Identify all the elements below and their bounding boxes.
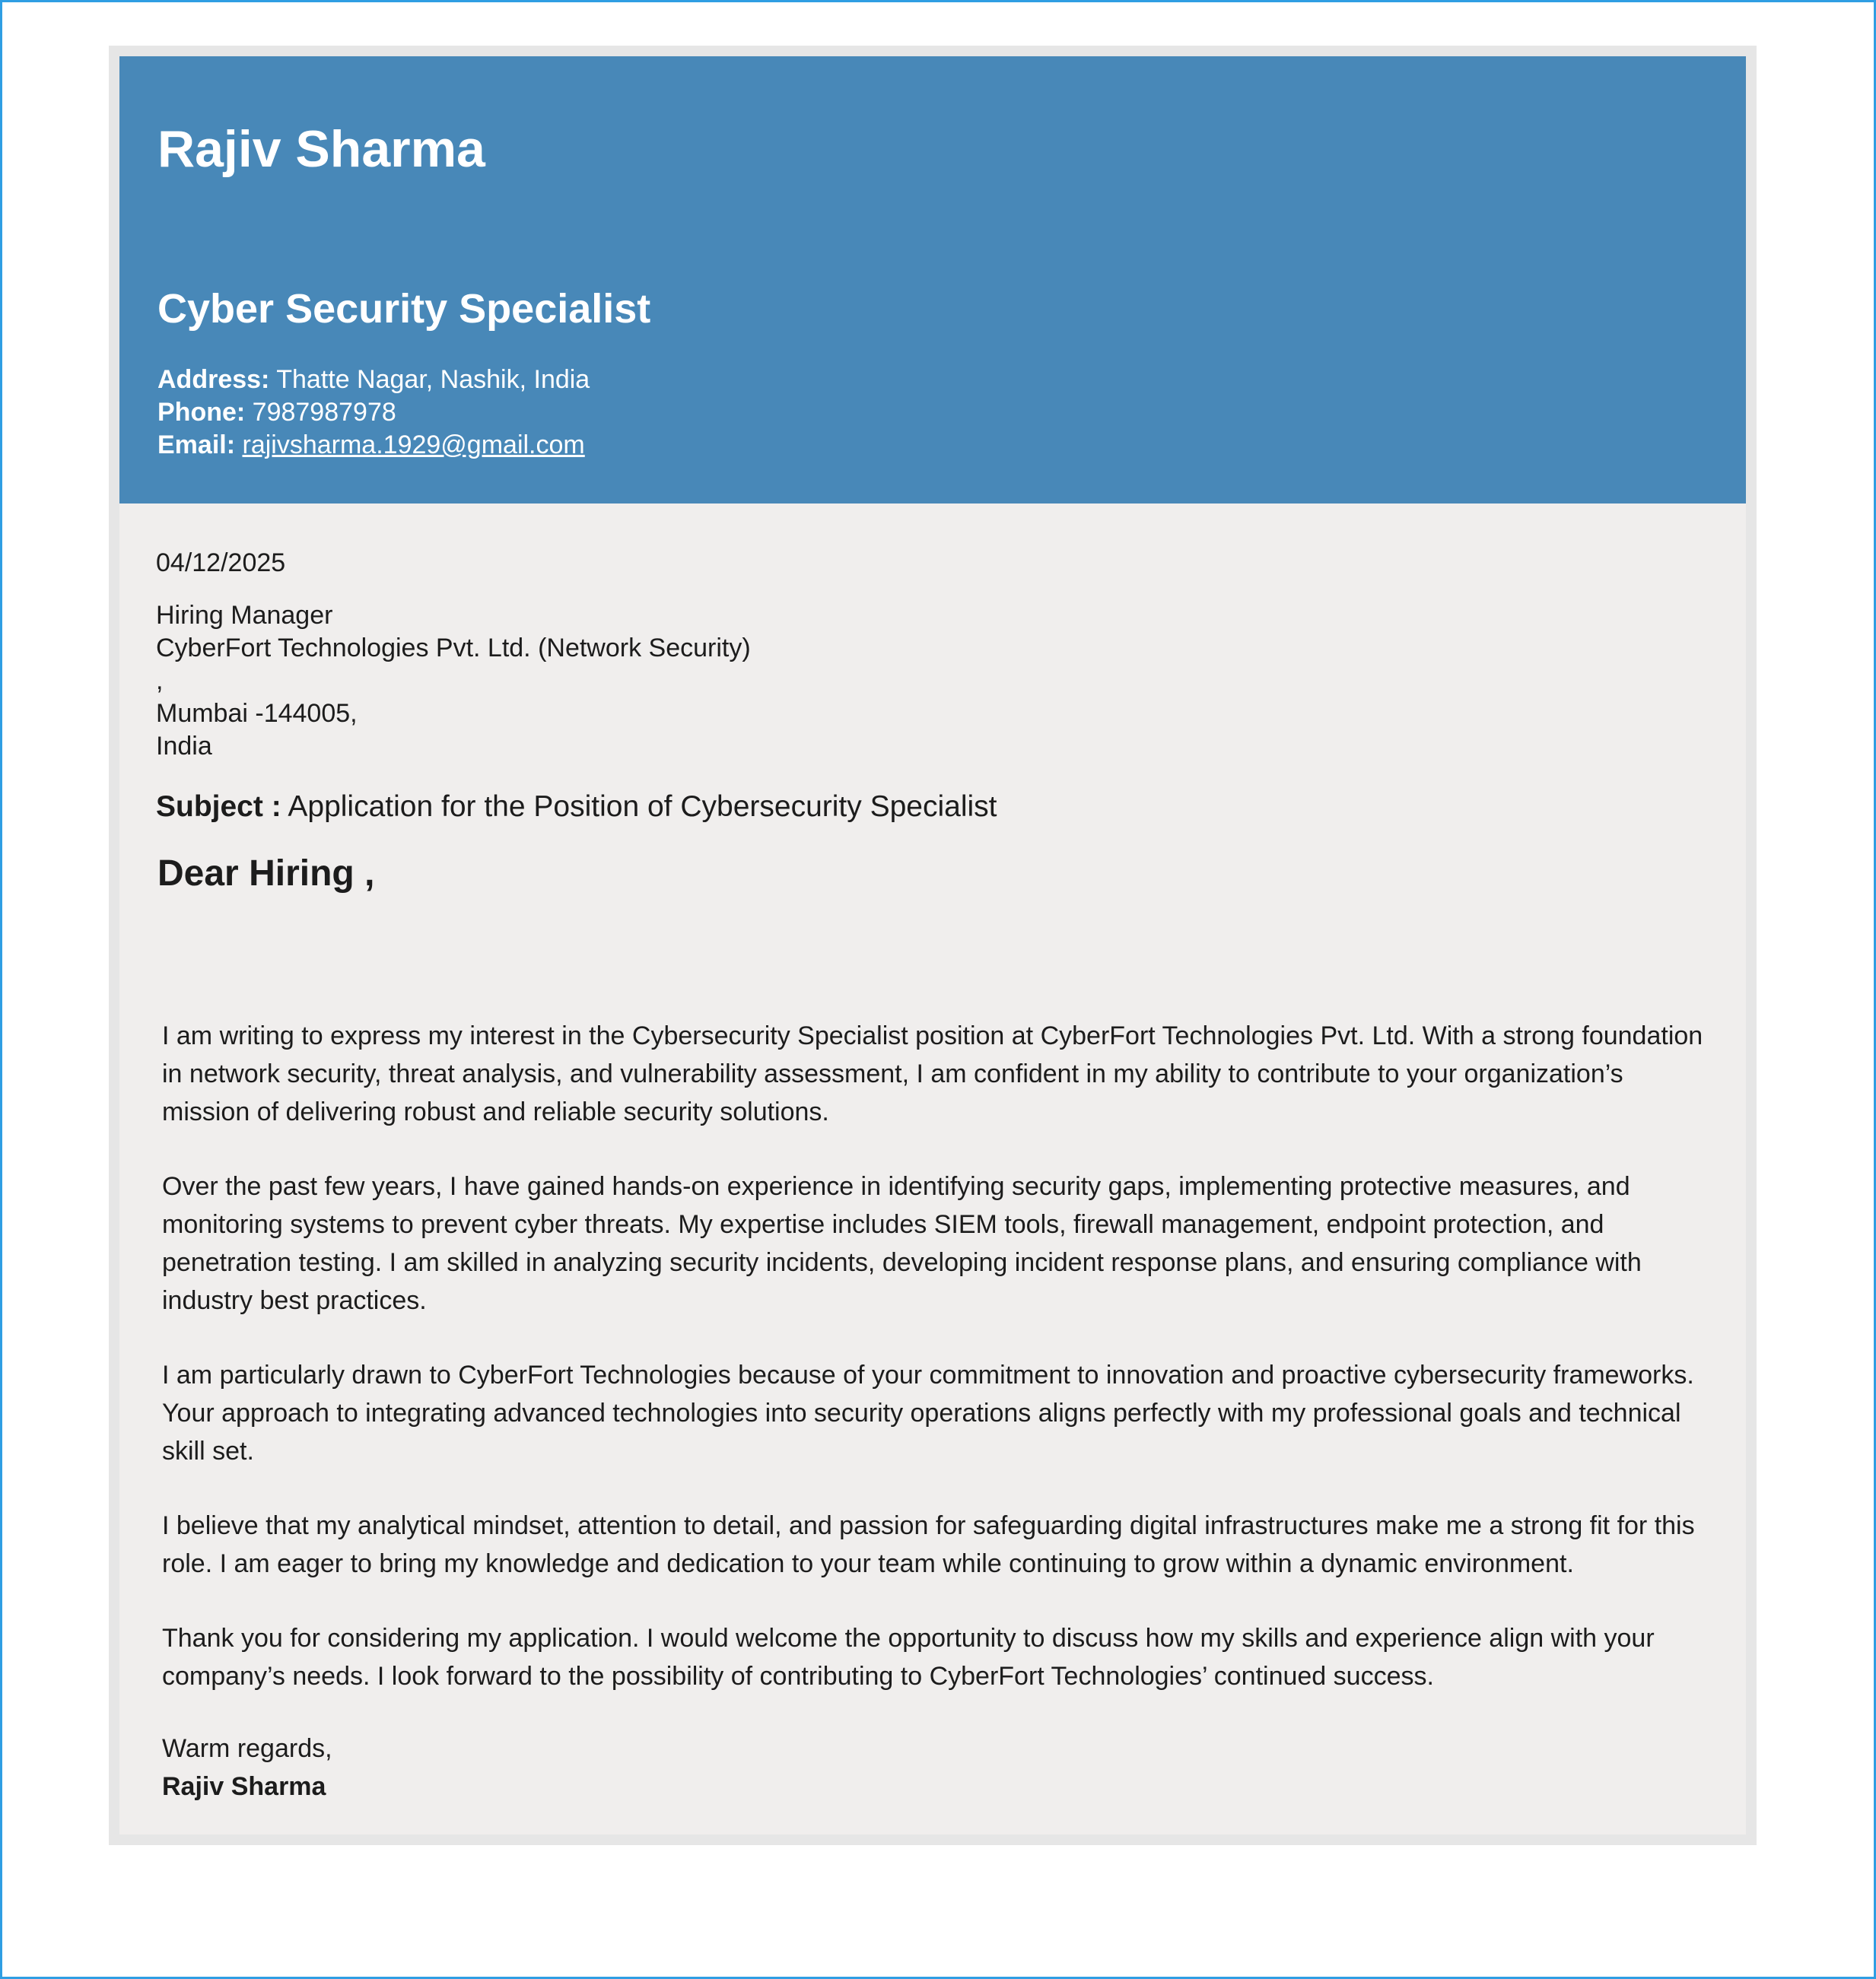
recipient-company: CyberFort Technologies Pvt. Ltd. (Network Security) [156,634,751,662]
email-row [157,429,590,462]
subject-text: Application for the Position of Cybersecurity Specialist [288,790,997,823]
signer-name: Rajiv Sharma [162,1772,326,1801]
phone-value: 7987987978 [252,398,396,427]
paragraph: I am writing to express my interest in the Cybersecurity Specialist position at CyberFort Technologies Pvt. Ltd. With a strong foundation in network security, threat analysis, and vulnerability assessment, I am confident in my ability to contribute to your organization’s mission of delivering robust and reliable security solutions. [162,1021,1703,1126]
recipient-city: Mumbai -144005, [156,699,358,728]
address-row [157,364,590,396]
address-value: Thatte Nagar, Nashik, India [276,365,590,394]
closing-text: Warm regards, [162,1734,332,1763]
closing-block [162,1730,332,1806]
recipient-role: Hiring Manager [156,601,333,630]
applicant-name: Rajiv Sharma [157,120,485,178]
recipient-block [156,599,751,763]
paragraph: Thank you for considering my application. I would welcome the opportunity to discuss how my skills and experience align with your company’s needs. I look forward to the possibility of contributing to CyberFort Technologies’ continued success. [162,1624,1655,1691]
subject-line [156,789,997,824]
letter-paragraphs [162,1017,1714,1732]
email-label: Email: [157,430,236,459]
recipient-country: India [156,732,212,761]
applicant-title: Cyber Security Specialist [157,286,651,332]
paragraph: Over the past few years, I have gained hands-on experience in identifying security gaps, implementing protective measures, and monitoring systems to prevent cyber threats. My expertise includes SIEM tools, firewall management, endpoint protection, and penetration testing. I am skilled in analyzing security incidents, developing incident response plans, and ensuring compliance with industry best practices. [162,1172,1642,1315]
subject-label: Subject : [156,790,281,823]
salutation: Dear Hiring , [157,853,375,894]
contact-block [157,364,590,462]
paragraph: I am particularly drawn to CyberFort Technologies because of your commitment to innovation and proactive cybersecurity frameworks. Your approach to integrating advanced technologies into security operations aligns perfectly with my professional goals and technical skill set. [162,1361,1694,1466]
phone-label: Phone: [157,398,246,427]
letter-header [119,56,1746,503]
phone-row [157,396,590,429]
address-label: Address: [157,365,270,394]
email-link[interactable]: rajivsharma.1929@gmail.com [242,430,585,459]
letter-date: 04/12/2025 [156,548,286,577]
cover-letter [109,46,1757,1845]
recipient-comma: , [156,666,164,695]
paragraph: I believe that my analytical mindset, attention to detail, and passion for safeguarding digital infrastructures make me a strong fit for this role. I am eager to bring my knowledge and dedication to your team while continuing to grow within a dynamic environment. [162,1511,1695,1578]
